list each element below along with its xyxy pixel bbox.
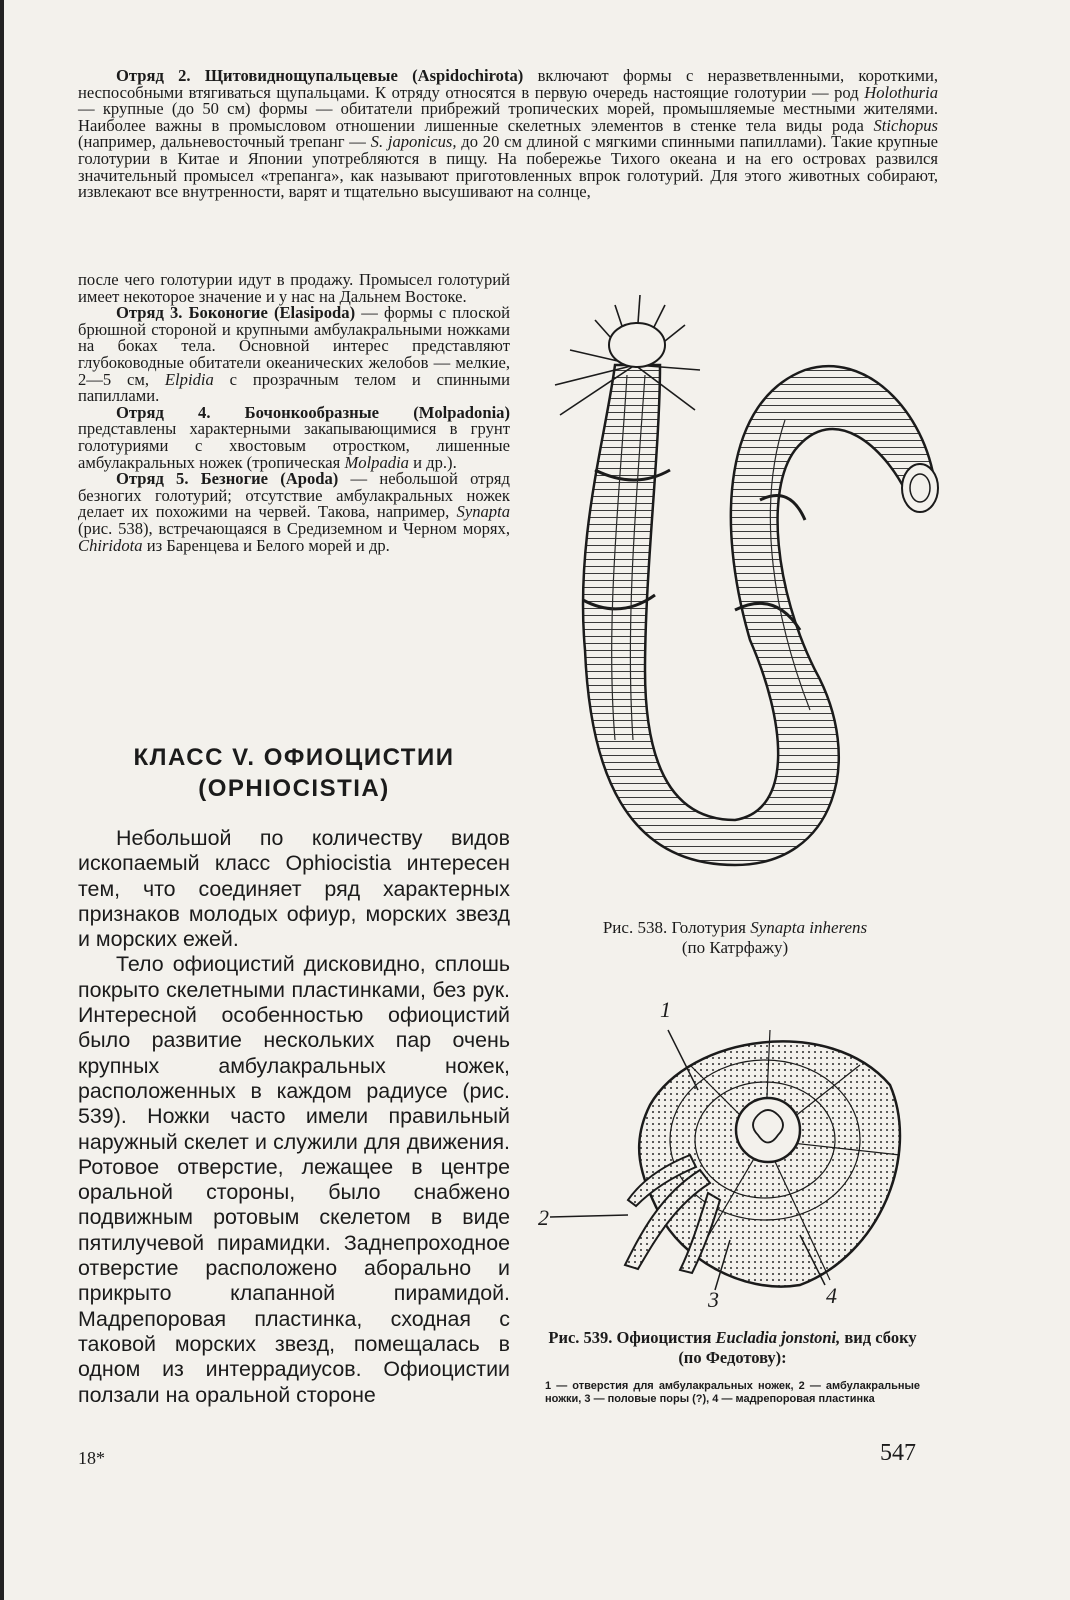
- caption-538-line-1: [525, 918, 945, 938]
- order3-heading: Отряд 3. Боконогие (Elasipoda): [116, 303, 356, 323]
- order4-text-2: и др.).: [408, 452, 457, 472]
- synapta-illustration: [535, 290, 945, 880]
- figure-539-label-3: 3: [708, 1287, 719, 1312]
- ophiocistia-text: [78, 826, 510, 1408]
- order2-paragraph: [78, 68, 938, 201]
- genus-stichopus: Stichopus: [873, 115, 938, 135]
- caption-538-species: Synapta inherens: [750, 918, 868, 937]
- order2-text-4: до 20 см длиной с мягкими спинными папиллами). Такие крупные голотурии в Китае и Японии употребляются в пищу. На побережье Тихого океана и на его островах развился значительный промысел «трепанга», как называют приготовленных впрок голотурий. Для этого животных собирают, извлекают все внутренности, варят и тщательно высушивают на солнце,: [78, 132, 938, 202]
- page-number: 547: [880, 1440, 916, 1466]
- figure-538-caption: [525, 918, 945, 958]
- order2-continuation: после чего голотурии идут в продажу. Промысел голотурий имеет некоторое значение и у нас на Дальнем Востоке.: [78, 270, 510, 306]
- heading-line-1: КЛАСС V. ОФИОЦИСТИИ: [133, 744, 455, 771]
- order2-heading: Отряд 2. Щитовиднощупальцевые (Aspidochirota): [116, 66, 524, 85]
- section-heading: [78, 742, 510, 804]
- caption-539-species: Eucladia jonstoni,: [715, 1328, 841, 1347]
- caption-538-line-2: (по Катрфажу): [681, 938, 789, 957]
- scan-edge: [0, 0, 4, 1600]
- order3-text-1: — формы с плоской брюшной стороной и крупными амбулакральными ножками на боках тела. Основной интерес представляют глубоководные обитатели океанических желобов — мелкие, 2—5 см,: [78, 303, 511, 389]
- order2-text-2: — крупные (до 50 см) формы — обитатели прибрежий тропических морей, промышляемые местными жителями. Наиболее важны в промысловом отношении лишенные скелетных элементов в стенке тела виды рода: [78, 99, 938, 135]
- caption-538-prefix: Рис. 538.: [602, 918, 668, 937]
- figure-539-label-1: 1: [660, 997, 671, 1022]
- order3-paragraph: [78, 305, 510, 405]
- signature-mark: 18*: [78, 1448, 105, 1468]
- order4-text-1: представлены характерными закапывающимися в грунт голотуриями с хвостовым отростком, лишенные амбулакральных ножек (тропическая: [78, 419, 510, 472]
- order4-heading: Отряд 4. Бочонкообразные (Molpadonia): [116, 402, 510, 422]
- figure-539-caption: [540, 1328, 925, 1368]
- heading-line-2: (OPHIOCISTIA): [198, 775, 390, 802]
- caption-538-mid: Голотурия: [667, 918, 751, 937]
- order4-paragraph: [78, 402, 510, 472]
- order2-text-3: (например, дальневосточный трепанг —: [78, 132, 371, 152]
- order5-text-2: (рис. 538), встречающаяся в Средиземном и Черном морях,: [78, 518, 510, 538]
- genus-elpidia: Elpidia: [164, 369, 214, 389]
- genus-synapta: Synapta: [456, 502, 510, 522]
- genus-molpadia: Molpadia: [344, 452, 409, 472]
- orders-column: [78, 272, 510, 554]
- eucladia-illustration: [530, 995, 920, 1315]
- genus-chiridota: Chiridota: [78, 535, 143, 555]
- genus-holothuria: Holothuria: [864, 82, 938, 102]
- order5-text-3: из Баренцева и Белого морей и др.: [142, 535, 390, 555]
- order2-text-1: включают формы с неразветвленными, короткими, неспособными втягиваться щупальцами. К отряду относятся в первую очередь настоящие голотурии — род: [78, 66, 938, 102]
- figure-539-label-4: 4: [826, 1283, 837, 1308]
- order5-paragraph: [78, 471, 510, 554]
- order5-text-1: — небольшой отряд безногих голотурий; отсутствие амбулакральных ножек делает их похожими на червей. Такова, например,: [78, 469, 510, 522]
- figure-539-label-2: 2: [538, 1205, 549, 1230]
- figure-539-legend: 1 — отверстия для амбулакральных ножек, 2 — амбулакральные ножки, 3 — половые поры (?), 4 — мадрепоровая пластинка: [545, 1380, 920, 1405]
- caption-539-prefix: Рис. 539. Офиоцистия: [548, 1328, 716, 1347]
- order3-text-2: с прозрачным телом и спинными папиллами.: [78, 369, 511, 406]
- order5-heading: Отряд 5. Безногие (Apoda): [116, 469, 339, 489]
- body-paragraph-1: Небольшой по количеству видов ископаемый класс Ophiocistia интересен тем, что соединяет ряд характерных признаков молодых офиур, морских звезд и морских ежей.: [78, 826, 510, 952]
- caption-539-rest: вид сбоку (по Федотову):: [678, 1328, 917, 1367]
- species-japonicus: S. japonicus,: [370, 132, 457, 152]
- body-paragraph-2: Тело офиоцистий дисковидно, сплошь покрыто скелетными пластинками, без рук. Интересной особенностью офиоцистий было развитие нескольких пар очень крупных амбулакральных ножек, расположенных в каждом радиусе (рис. 539). Ножки часто имели правильный наружный скелет и служили для движения. Ротовое отверстие, лежащее в центре оральной стороны, было снабжено подвижным ротовым скелетом в виде пятилучевой пирамидки. Заднепроходное отверстие расположено аборально и прикрыто клапанной пирамидой. Мадрепоровая пластинка, сходная с таковой морских звезд, помещалась в одном из интеррадиусов. Офиоцистии ползали на оральной стороне: [78, 952, 510, 1407]
